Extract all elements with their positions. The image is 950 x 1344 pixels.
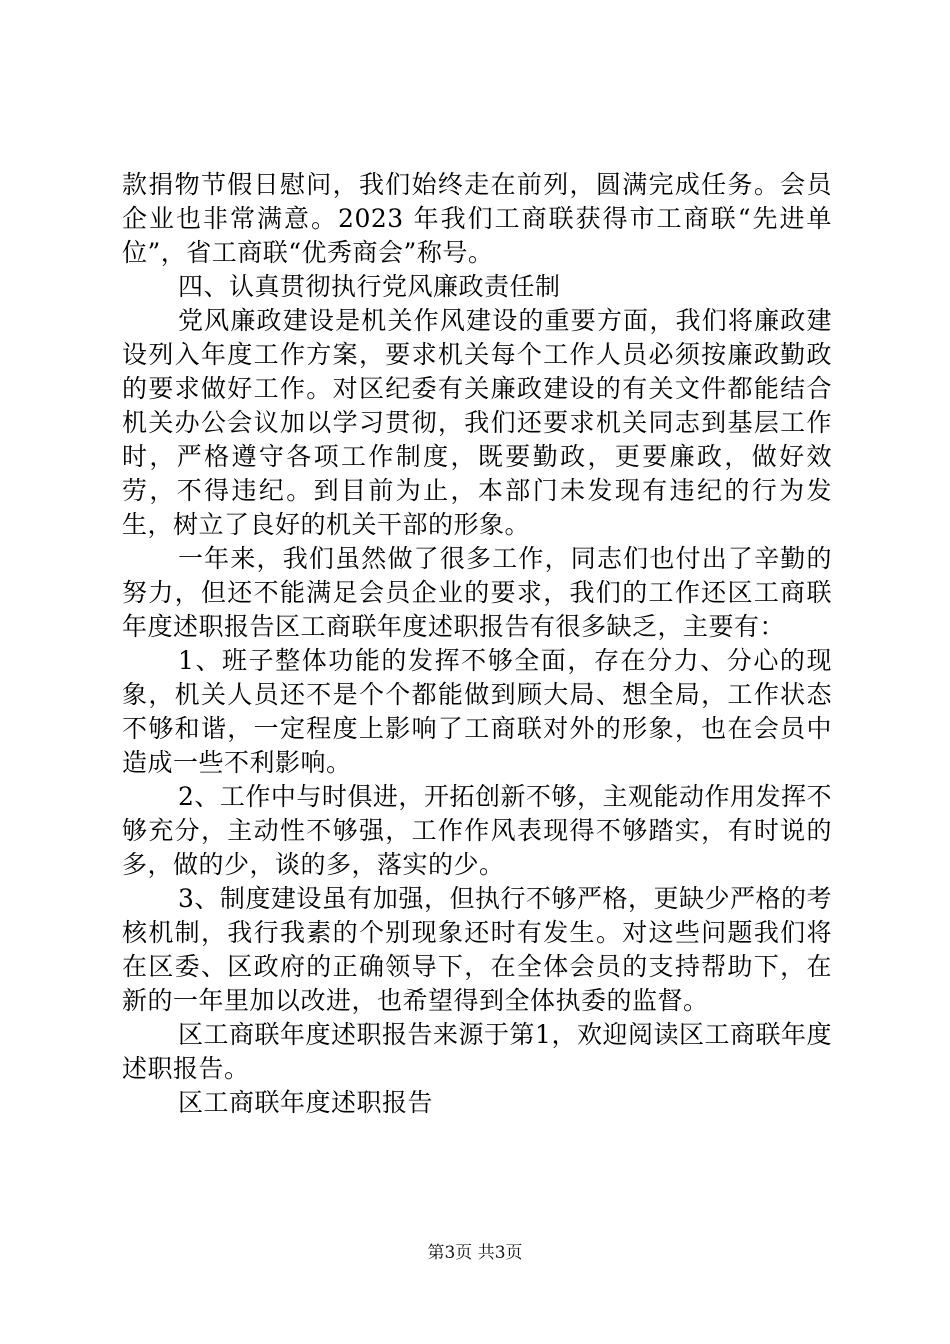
paragraph: 区工商联年度述职报告 bbox=[178, 1088, 434, 1117]
paragraph: 区工商联年度述职报告来源于第1，欢迎阅读区工商联年度述职报告。 bbox=[122, 1020, 832, 1083]
section-heading: 四、认真贯彻执行党风廉政责任制 bbox=[178, 272, 561, 301]
document-body bbox=[122, 168, 832, 1120]
page-number: 第3页 共3页 bbox=[427, 1243, 523, 1263]
list-item-paragraph: 1、班子整体功能的发挥不够全面，存在分力、分心的现象，机关人员还不是个个都能做到顾大局、想全局，工作状态不够和谐，一定程度上影响了工商联对外的形象，也在会员中造成一些不利影响。 bbox=[122, 646, 832, 777]
list-item-paragraph: 3、制度建设虽有加强，但执行不够严格，更缺少严格的考核机制，我行我素的个别现象还时有发生。对这些问题我们将在区委、区政府的正确领导下，在全体会员的支持帮助下，在新的一年里加以改进，也希望得到全体执委的监督。 bbox=[122, 884, 832, 1015]
list-item-paragraph: 2、工作中与时俱进，开拓创新不够，主观能动作用发挥不够充分，主动性不够强，工作作风表现得不够踏实，有时说的多，做的少，谈的多，落实的少。 bbox=[122, 782, 832, 879]
paragraph: 一年来，我们虽然做了很多工作，同志们也付出了辛勤的努力，但还不能满足会员企业的要求，我们的工作还区工商联年度述职报告区工商联年度述职报告有很多缺乏，主要有： bbox=[122, 544, 832, 641]
paragraph-continuation: 款捐物节假日慰问，我们始终走在前列，圆满完成任务。会员企业也非常满意。2023 年我们工商联获得市工商联“先进单位”，省工商联“优秀商会”称号。 bbox=[122, 170, 832, 267]
paragraph: 党风廉政建设是机关作风建设的重要方面，我们将廉政建设列入年度工作方案，要求机关每个工作人员必须按廉政勤政的要求做好工作。对区纪委有关廉政建设的有关文件都能结合机关办公会议加以学习贯彻，我们还要求机关同志到基层工作时，严格遵守各项工作制度，既要勤政，更要廉政，做好效劳，不得违纪。到目前为止，本部门未发现有违纪的行为发生，树立了良好的机关干部的形象。 bbox=[122, 306, 832, 539]
